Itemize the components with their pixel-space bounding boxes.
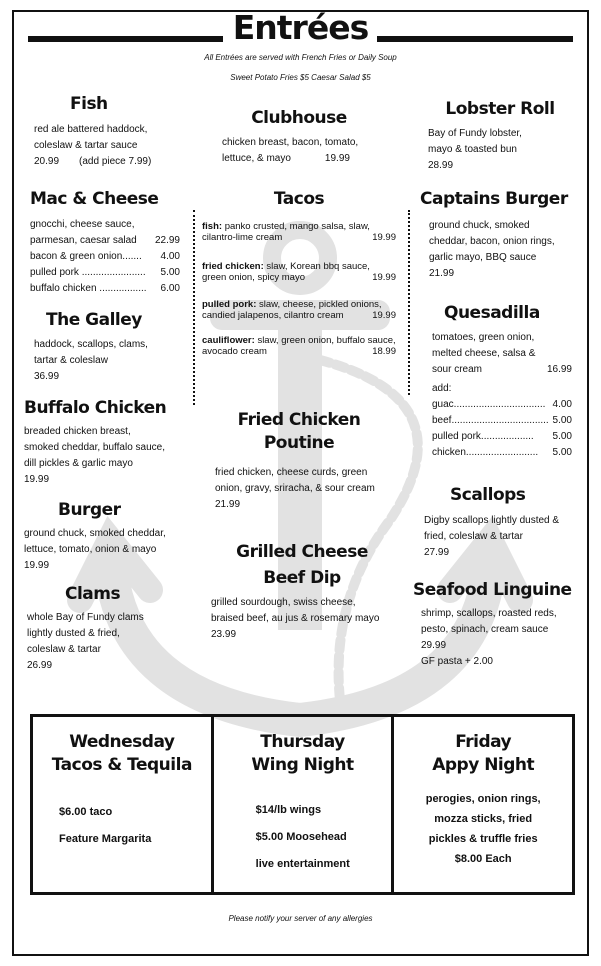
item-desc: cheddar, bacon, onion rings, (429, 236, 555, 248)
item-seafood-linguine (413, 580, 585, 670)
item-burger (24, 500, 194, 574)
item-desc: lightly dusted & fried, (27, 628, 120, 640)
item-title: Burger (58, 500, 121, 520)
item-price: 19.99 (24, 560, 50, 572)
item-price: 21.99 (429, 268, 455, 280)
special-title: Thursday (260, 732, 345, 752)
item-mac-cheese (30, 189, 180, 297)
special-title: Wednesday (69, 732, 175, 752)
item-desc: gnocchi, cheese sauce, (30, 219, 135, 231)
special-item: mozza sticks, fried (434, 813, 533, 825)
item-title: Captains Burger (420, 189, 568, 209)
taco-desc: panko crusted, mango salsa, slaw, cilantro-lime cream (202, 221, 370, 244)
item-title: Grilled Cheese (236, 542, 368, 562)
special-title: Wing Night (251, 755, 354, 775)
item-price: 16.99 (546, 364, 572, 376)
item-price: 23.99 (211, 628, 237, 640)
item-note: (add piece 7.99) (79, 156, 152, 168)
addon-label: bacon & green onion....... (30, 251, 142, 263)
special-item: $5.00 Moosehead (255, 831, 347, 843)
item-price: 27.99 (424, 547, 450, 559)
item-desc: mayo & toasted bun (428, 144, 517, 156)
item-title: Clams (65, 584, 121, 604)
item-desc: red ale battered haddock, (34, 124, 148, 136)
item-extra: GF pasta + 2.00 (421, 656, 493, 668)
item-title: Mac & Cheese (30, 189, 159, 209)
taco-price: 19.99 (372, 232, 396, 244)
addon-price: 6.00 (160, 283, 180, 295)
taco-name: pulled pork: (202, 299, 257, 311)
item-grilled-cheese-beef-dip (204, 542, 400, 643)
item-fish (34, 94, 194, 170)
addon-price: 5.00 (552, 447, 572, 459)
item-title: Fish (70, 94, 108, 114)
taco-option (202, 261, 396, 283)
item-price: 28.99 (428, 160, 454, 172)
item-desc: shrimp, scallops, roasted reds, (421, 608, 557, 620)
special-item: $14/lb wings (255, 804, 322, 816)
item-desc: melted cheese, salsa & (432, 348, 536, 360)
addon-price: 5.00 (160, 267, 180, 279)
item-desc: whole Bay of Fundy clams (27, 612, 144, 624)
special-thursday (211, 717, 392, 892)
taco-price: 18.99 (372, 346, 396, 358)
subtitle-sides: All Entrées are served with French Fries or Daily Soup (204, 53, 397, 62)
item-title: Quesadilla (444, 303, 540, 323)
item-desc: onion, gravy, sriracha, & sour cream (215, 482, 375, 494)
item-title: Beef Dip (263, 568, 341, 589)
addon-price: 5.00 (552, 431, 572, 443)
special-friday (391, 717, 572, 892)
item-desc: tartar & coleslaw (34, 355, 108, 367)
item-the-galley (34, 310, 194, 385)
allergy-note: Please notify your server of any allergies (228, 914, 373, 923)
taco-option (202, 335, 396, 357)
item-desc: lettuce, tomato, onion & mayo (24, 544, 157, 556)
item-desc: grilled sourdough, swiss cheese, (211, 596, 356, 608)
item-title: Fried Chicken (237, 410, 361, 430)
taco-name: cauliflower: (202, 335, 255, 347)
item-buffalo-chicken (24, 398, 189, 488)
item-desc: tomatoes, green onion, (432, 332, 535, 344)
item-desc: lettuce, & mayo (222, 153, 291, 165)
item-desc: Digby scallops lightly dusted & (424, 515, 560, 527)
addon-price: 4.00 (160, 251, 180, 263)
special-wednesday (33, 717, 211, 892)
item-desc: pesto, spinach, cream sauce (421, 624, 549, 636)
item-desc: fried, coleslaw & tartar (424, 531, 523, 543)
taco-name: fish: (202, 221, 223, 233)
addon-label: pulled pork................... (432, 431, 534, 443)
special-title: Tacos & Tequila (51, 755, 192, 775)
item-title: Buffalo Chicken (24, 398, 167, 418)
column-divider-left (193, 210, 195, 405)
item-desc: chicken breast, bacon, tomato, (222, 137, 359, 149)
item-desc: fried chicken, cheese curds, green (215, 466, 368, 478)
subtitle-upgrades: Sweet Potato Fries $5 Caesar Salad $5 (230, 73, 371, 82)
item-title: Poutine (263, 433, 335, 454)
special-item: perogies, onion rings, (425, 793, 541, 805)
item-desc: haddock, scallops, clams, (34, 339, 148, 351)
item-price: 19.99 (24, 474, 50, 486)
special-item: pickles & truffle fries (428, 833, 538, 845)
taco-desc: slaw, cheese, pickled onions, candied jalapenos, cilantro cream (202, 299, 382, 322)
special-title: Appy Night (432, 755, 535, 775)
addon-label: chicken.......................... (432, 447, 539, 459)
item-title: The Galley (46, 310, 142, 330)
addon-label: buffalo chicken ................. (30, 283, 147, 295)
column-divider-right (408, 210, 410, 395)
item-desc: garlic mayo, BBQ sauce (429, 252, 537, 264)
item-title: Lobster Roll (445, 99, 555, 119)
special-title: Friday (455, 732, 512, 752)
addon-price: 4.00 (552, 399, 572, 411)
item-desc: breaded chicken breast, (24, 426, 131, 438)
item-lobster-roll (420, 99, 580, 174)
item-desc: ground chuck, smoked (429, 220, 530, 232)
page-title: Entrées (232, 8, 369, 47)
item-desc: smoked cheddar, buffalo sauce, (24, 442, 166, 454)
taco-price: 19.99 (372, 310, 396, 322)
item-desc: braised beef, au jus & rosemary mayo (211, 612, 380, 624)
taco-desc: slaw, green onion, buffalo sauce, avocado cream (202, 335, 396, 358)
item-title: Scallops (450, 485, 526, 505)
item-price: 20.99 (34, 156, 60, 168)
item-price: 36.99 (34, 371, 60, 383)
item-clams (27, 584, 192, 674)
taco-option (202, 299, 396, 321)
special-item: $6.00 taco (59, 806, 113, 818)
item-price: 21.99 (215, 498, 241, 510)
item-quesadilla (432, 303, 572, 461)
item-desc: sour cream (432, 364, 483, 376)
item-price: 29.99 (421, 640, 447, 652)
special-item: $8.00 Each (454, 853, 512, 865)
item-tacos (202, 189, 396, 357)
taco-price: 19.99 (372, 272, 396, 284)
special-item: Feature Margarita (59, 833, 152, 845)
item-desc: parmesan, caesar salad (30, 235, 137, 247)
item-desc: dill pickles & garlic mayo (24, 458, 133, 470)
taco-name: fried chicken: (202, 261, 264, 273)
taco-option (202, 221, 396, 243)
item-fried-chicken-poutine (204, 410, 394, 513)
specials-boxes (30, 714, 575, 895)
item-title: Clubhouse (251, 108, 347, 128)
item-price: 19.99 (324, 153, 350, 165)
taco-desc: slaw, Korean bbq sauce, green onion, spicy mayo (202, 261, 370, 284)
item-desc: Bay of Fundy lobster, (428, 128, 522, 140)
item-desc: ground chuck, smoked cheddar, (24, 528, 166, 540)
addon-label: beef................................... (432, 415, 549, 427)
addon-heading: add: (432, 383, 452, 395)
item-desc: coleslaw & tartar (27, 644, 101, 656)
item-price: 22.99 (154, 235, 180, 247)
addon-price: 5.00 (552, 415, 572, 427)
item-price: 26.99 (27, 660, 53, 672)
item-scallops (424, 485, 584, 561)
item-clubhouse (204, 108, 394, 167)
item-captains-burger (420, 189, 582, 282)
addon-label: guac................................. (432, 399, 546, 411)
item-title: Seafood Linguine (413, 580, 572, 600)
item-title: Tacos (273, 189, 325, 209)
special-item: live entertainment (255, 858, 350, 870)
addon-label: pulled pork ....................... (30, 267, 146, 279)
item-desc: coleslaw & tartar sauce (34, 140, 138, 152)
